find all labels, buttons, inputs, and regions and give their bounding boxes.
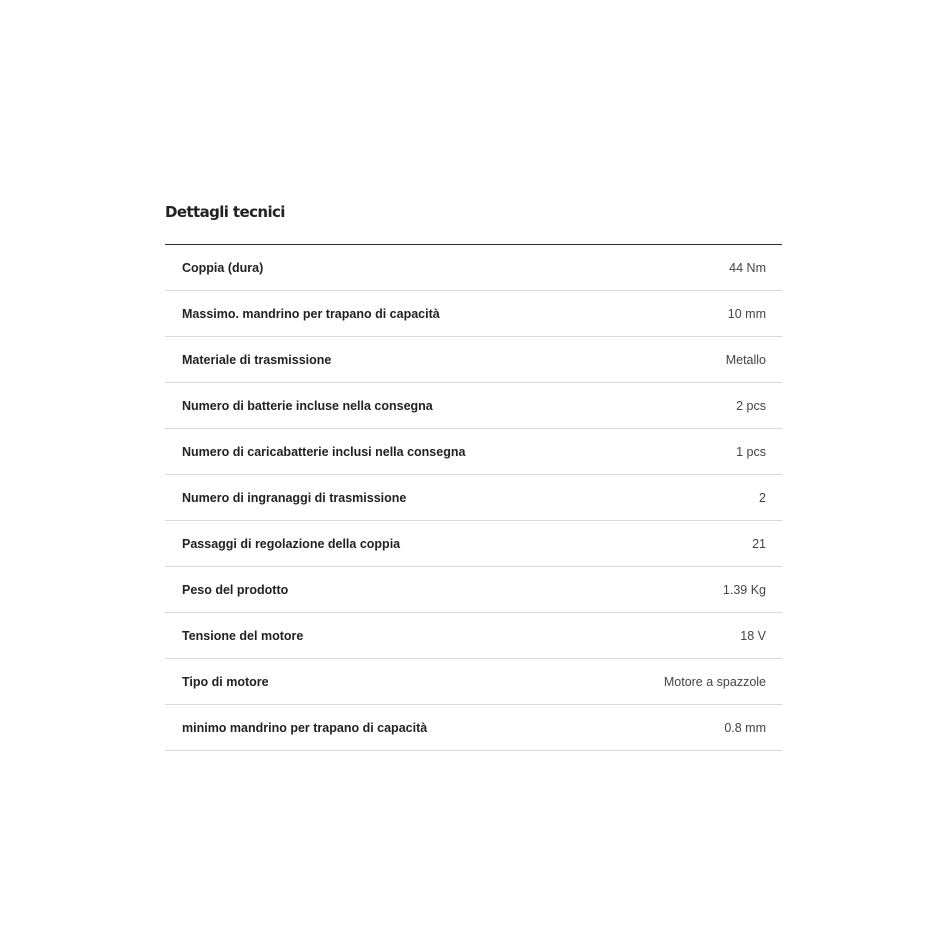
spec-label: minimo mandrino per trapano di capacità <box>182 720 428 735</box>
spec-value: 1 pcs <box>736 444 766 459</box>
spec-value: 2 pcs <box>736 398 766 413</box>
spec-row-gears <box>165 475 782 521</box>
spec-value: 0.8 mm <box>724 720 766 735</box>
spec-label: Massimo. mandrino per trapano di capacità <box>182 306 440 321</box>
spec-row-chargers-included <box>165 429 782 475</box>
spec-label: Materiale di trasmissione <box>182 352 332 367</box>
spec-label: Tensione del motore <box>182 628 304 643</box>
spec-row-weight <box>165 567 782 613</box>
spec-value: 18 V <box>740 628 766 643</box>
spec-value: 1.39 Kg <box>722 582 766 597</box>
spec-row-max-chuck <box>165 291 782 337</box>
technical-details-section <box>165 198 782 751</box>
spec-row-batteries-included <box>165 383 782 429</box>
spec-row-min-chuck <box>165 705 782 751</box>
spec-value: 21 <box>752 536 766 551</box>
spec-row-torque <box>165 245 782 291</box>
spec-label: Peso del prodotto <box>182 582 289 597</box>
spec-value: Metallo <box>725 352 766 367</box>
spec-row-motor-voltage <box>165 613 782 659</box>
spec-row-motor-type <box>165 659 782 705</box>
spec-row-torque-steps <box>165 521 782 567</box>
spec-row-transmission-material <box>165 337 782 383</box>
specs-table <box>165 244 782 751</box>
spec-label: Numero di ingranaggi di trasmissione <box>182 490 407 505</box>
spec-label: Passaggi di regolazione della coppia <box>182 536 401 551</box>
spec-value: Motore a spazzole <box>663 674 766 689</box>
spec-value: 44 Nm <box>729 260 766 275</box>
spec-label: Numero di caricabatterie inclusi nella consegna <box>182 444 466 459</box>
spec-value: 10 mm <box>727 306 766 321</box>
spec-label: Tipo di motore <box>182 674 269 689</box>
spec-label: Coppia (dura) <box>182 260 264 275</box>
spec-label: Numero di batterie incluse nella consegna <box>182 398 433 413</box>
section-title: Dettagli tecnici <box>165 203 285 221</box>
spec-value: 2 <box>759 490 766 505</box>
